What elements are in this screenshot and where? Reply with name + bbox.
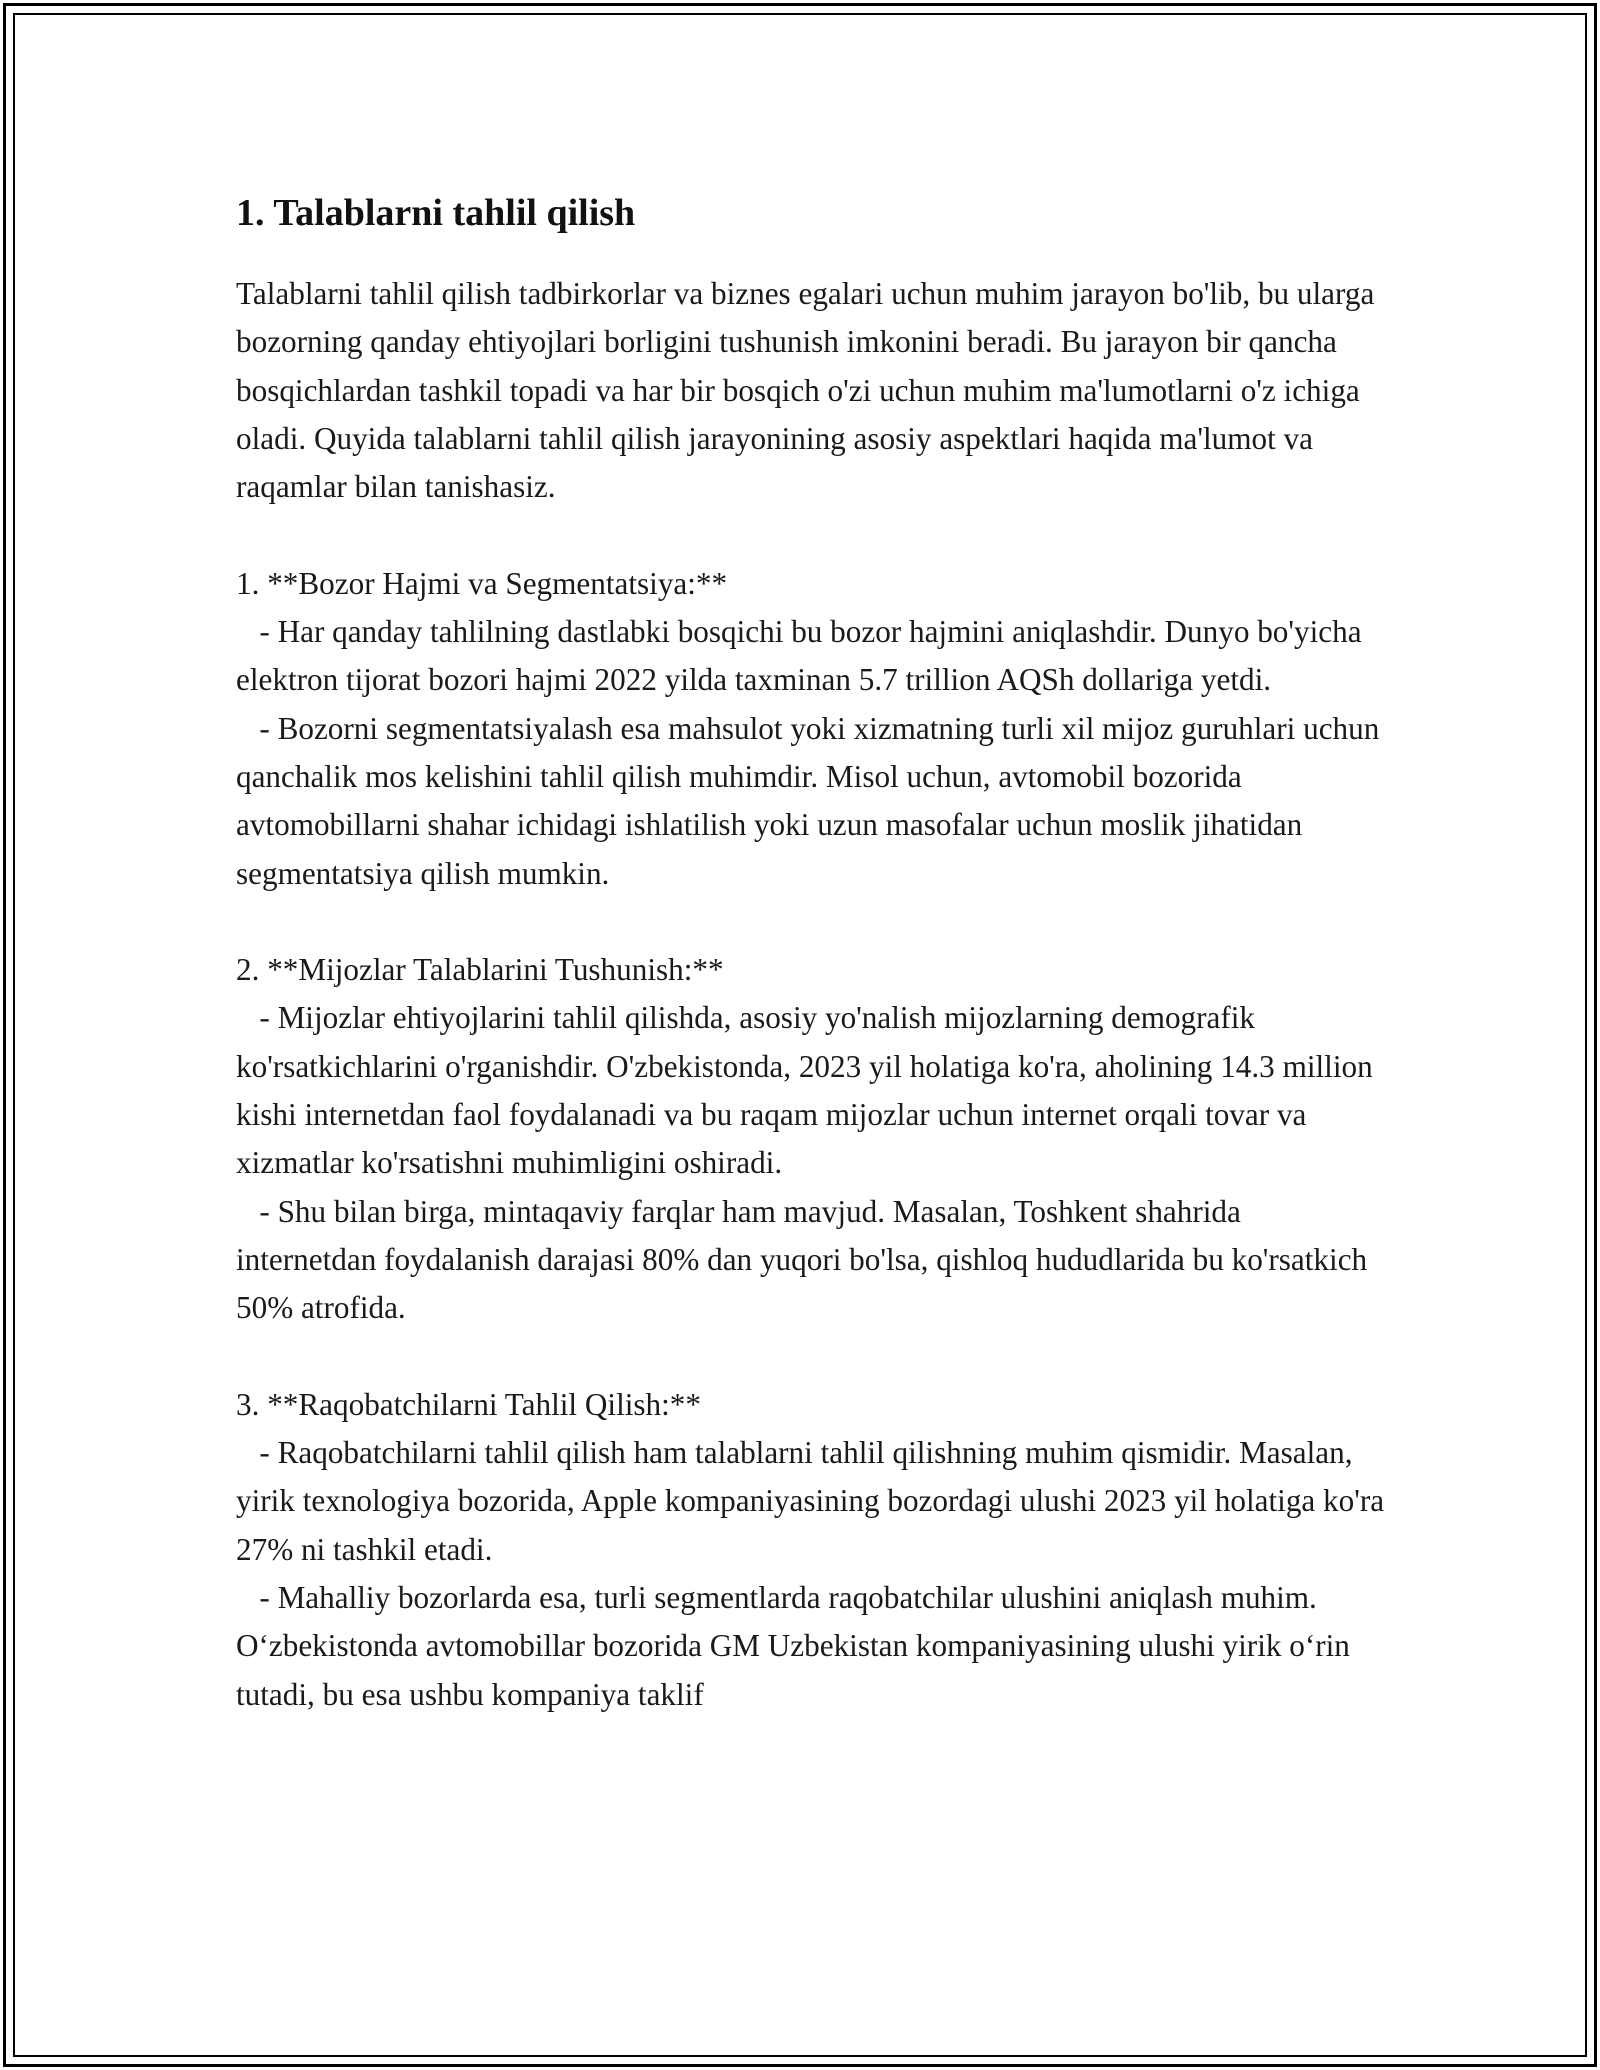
section-1-title: 1. **Bozor Hajmi va Segmentatsiya:** (236, 565, 728, 601)
paragraph-gap (236, 898, 1386, 946)
document-body (236, 186, 1392, 1719)
section-3-title: 3. **Raqobatchilarni Tahlil Qilish:** (236, 1386, 701, 1422)
section-2-item-2: - Shu bilan birga, mintaqaviy farqlar ham mavjud. Masalan, Toshkent shahrida internetdan foydalanish darajasi 80% dan yuqori bo'lsa, qishloq hududlarida bu ko'rsatkich 50% atrofida. (236, 1193, 1375, 1326)
section-heading: 1. Talablarni tahlil qilish (236, 192, 636, 234)
paragraph-gap (236, 511, 1386, 559)
intro-paragraph: Talablarni tahlil qilish tadbirkorlar va biznes egalari uchun muhim jarayon bo'lib, bu ularga bozorning qanday ehtiyojlari borligini tushunish imkonini beradi. Bu jarayon bir qancha bosqichlardan tashkil topadi va har bir bosqich o'zi uchun muhim ma'lumotlarni o'z ichiga oladi. Quyida talablarni tahlil qilish jarayonining asosiy aspektlari haqida ma'lumot va raqamlar bilan tanishasiz. (236, 276, 1375, 505)
section-3-item-1: - Raqobatchilarni tahlil qilish ham talablarni tahlil qilishning muhim qismidir. Masalan, yirik texnologiya bozorida, Apple kompaniyasining bozordagi ulushi 2023 yil holatiga ko'ra 27% ni tashkil etadi. (236, 1435, 1392, 1567)
paragraph-gap (236, 1333, 1386, 1381)
section-1-item-2: - Bozorni segmentatsiyalash esa mahsulot yoki xizmatning turli xil mijoz guruhlari uchun qanchalik mos kelishini tahlil qilish muhimdir. Misol uchun, avtomobil bozorida avtomobillarni shahar ichidagi ishlatilish yoki uzun masofalar uchun moslik jihatidan segmentatsiya qilish mumkin. (236, 710, 1388, 891)
section-2-item-1: - Mijozlar ehtiyojlarini tahlil qilishda, asosiy yo'nalish mijozlarning demografik ko'rsatkichlarini o'rganishdir. O'zbekistonda, 2023 yil holatiga ko'ra, aholining 14.3 million kishi internetdan faol foydalanadi va bu raqam mijozlar uchun internet orqali tovar va xizmatlar ko'rsatishni muhimligini oshiradi. (236, 1000, 1381, 1181)
section-2-title: 2. **Mijozlar Talablarini Tushunish:** (236, 952, 724, 988)
section-3-item-2: - Mahalliy bozorlarda esa, turli segmentlarda raqobatchilar ulushini aniqlash muhim. O‘zbekistonda avtomobillar bozorida GM Uzbekistan kompaniyasining ulushi yirik o‘rin tutadi, bu esa ushbu kompaniya taklif (236, 1580, 1358, 1712)
section-1-item-1: - Har qanday tahlilning dastlabki bosqichi bu bozor hajmini aniqlashdir. Dunyo bo'yicha elektron tijorat bozori hajmi 2022 yilda taxminan 5.7 trillion AQSh dollariga yetdi. (236, 614, 1370, 698)
